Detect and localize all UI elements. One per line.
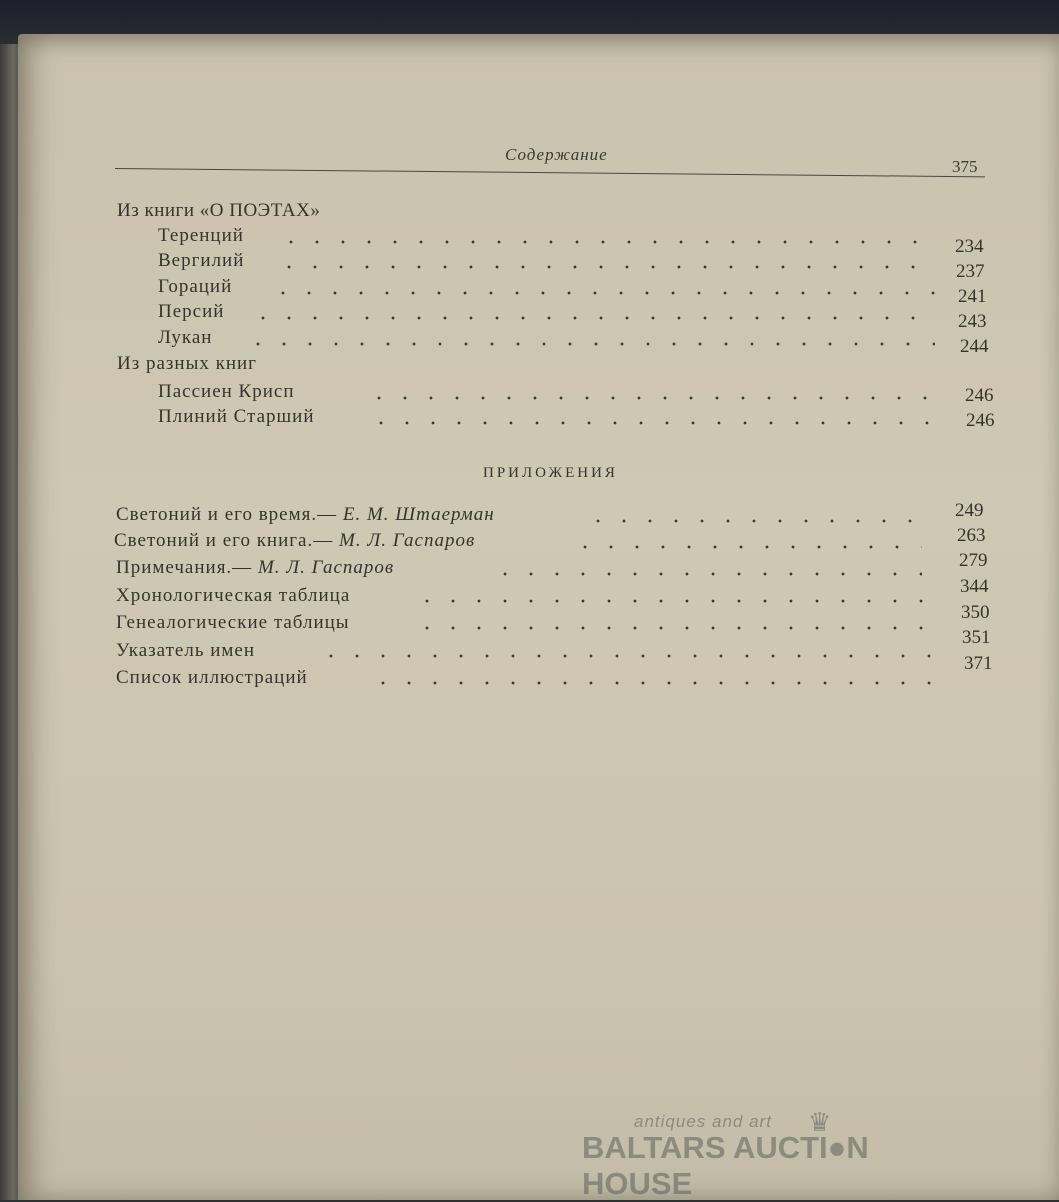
- toc-entry-page: 243: [958, 311, 987, 332]
- toc-entry-label: Примечания.—: [116, 557, 253, 578]
- toc-leader-dots: [318, 654, 936, 658]
- toc-entry-page: 344: [960, 576, 989, 597]
- toc-entry-author: Е. М. Штаерман: [342, 504, 495, 525]
- toc-entry-label: Список иллюстраций: [116, 667, 308, 688]
- watermark-name-end: N HOUSE: [582, 1130, 869, 1201]
- toc-leader-dots: [414, 599, 930, 603]
- toc-leader-dots: [245, 342, 935, 346]
- toc-entry-label: Лукан: [158, 327, 213, 348]
- appendix-heading: ПРИЛОЖЕНИЯ: [483, 465, 618, 481]
- toc-entry-label: Персий: [158, 301, 225, 322]
- toc-entry-page: 371: [964, 653, 993, 674]
- toc-entry-author: М. Л. Гаспаров: [257, 557, 395, 578]
- toc-entry-page: 237: [956, 261, 985, 282]
- toc-leader-dots: [492, 572, 922, 576]
- toc-entry-page: 246: [966, 410, 995, 431]
- toc-entry-page: 241: [958, 286, 987, 307]
- toc-section-heading: Из книги «О ПОЭТАХ»: [117, 200, 321, 221]
- toc-entry-label: Гораций: [158, 276, 233, 297]
- watermark-name: BALTARS AUCTI●N HOUSE: [582, 1130, 869, 1201]
- toc-entry-page: 279: [959, 550, 988, 571]
- toc-entry-label: Генеалогические таблицы: [116, 612, 350, 633]
- toc-entry-label: Светоний и его книга.—: [114, 530, 334, 551]
- toc-entry-label: Теренций: [158, 225, 244, 246]
- running-header-page-number: 375: [952, 157, 978, 176]
- toc-entry-page: 350: [961, 602, 990, 623]
- toc-entry-label: Пассиен Крисп: [158, 381, 295, 402]
- toc-entry-page: 351: [962, 627, 991, 648]
- toc-leader-dots: [414, 626, 934, 630]
- toc-entry-page: 246: [965, 385, 994, 406]
- toc-section-heading: Из разных книг: [117, 353, 257, 374]
- toc-entry-page: 244: [960, 336, 989, 357]
- watermark-name-start: BALTARS AUCTI: [582, 1130, 828, 1165]
- toc-leader-dots: [276, 265, 931, 269]
- toc-entry-page: 263: [957, 525, 986, 546]
- toc-leader-dots: [368, 421, 943, 425]
- running-header-title: Содержание: [505, 145, 608, 164]
- toc-entry-label: Плиний Старший: [158, 406, 315, 427]
- toc-entry-page: 249: [955, 500, 984, 521]
- toc-leader-dots: [370, 681, 940, 685]
- toc-leader-dots: [585, 519, 915, 523]
- crown-icon: ♛: [808, 1108, 832, 1137]
- toc-entry-page: 234: [955, 236, 984, 257]
- toc-entry: [116, 557, 394, 579]
- toc-entry-label: Вергилий: [158, 250, 245, 271]
- toc-entry: [114, 530, 475, 552]
- toc-leader-dots: [366, 396, 941, 400]
- toc-entry: [116, 504, 495, 526]
- toc-entry-label: Хронологическая таблица: [116, 585, 351, 606]
- toc-entry-author: М. Л. Гаспаров: [339, 530, 476, 551]
- toc-leader-dots: [270, 291, 935, 295]
- watermark-tagline: antiques and art: [634, 1112, 772, 1131]
- toc-leader-dots: [278, 240, 928, 244]
- watermark-logo: [582, 1108, 982, 1201]
- toc-leader-dots: [250, 316, 935, 320]
- toc-entry-label: Указатель имен: [116, 640, 256, 661]
- toc-entry-label: Светоний и его время.—: [116, 504, 338, 525]
- toc-leader-dots: [572, 545, 922, 549]
